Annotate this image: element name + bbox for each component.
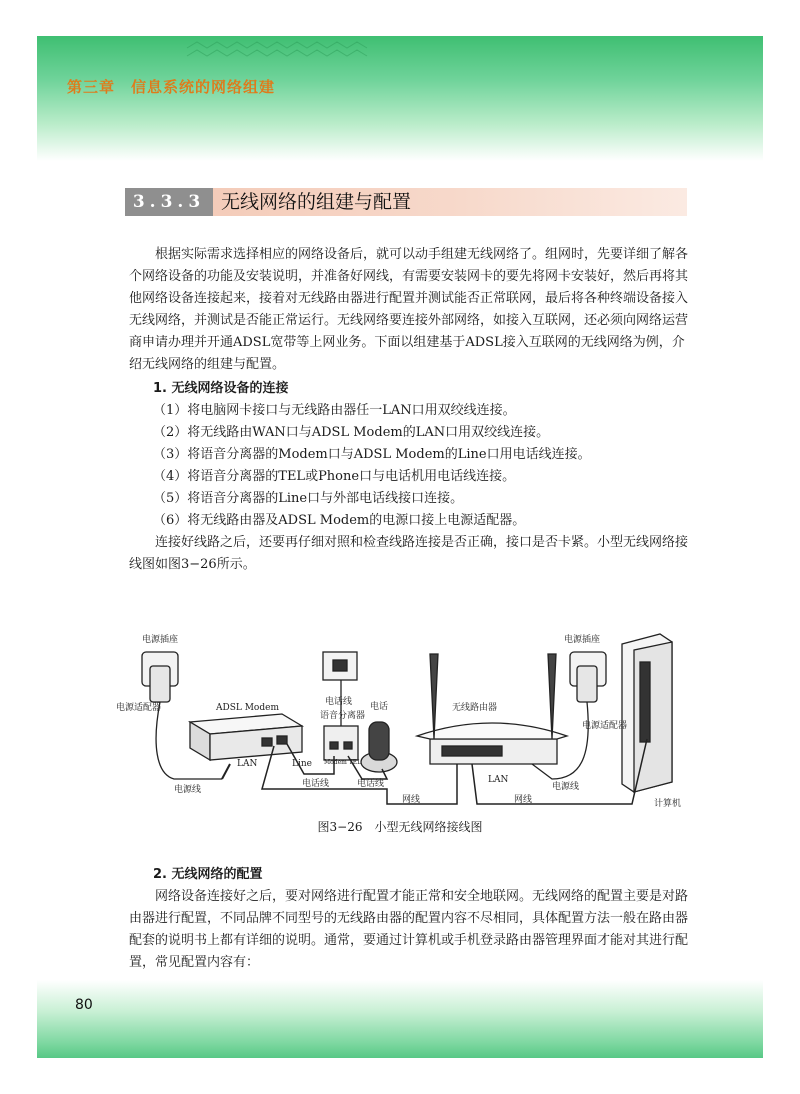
label-phone: 电话 bbox=[370, 702, 389, 712]
textbook-page bbox=[37, 36, 763, 1058]
label-line-port: Line bbox=[292, 759, 312, 769]
section-number: 3.3.3 bbox=[125, 188, 213, 216]
router-antenna-right-icon bbox=[548, 654, 556, 739]
chapter-header-band bbox=[37, 36, 763, 161]
page-number: 80 bbox=[75, 997, 93, 1013]
label-splitter-ports: Modem TEL bbox=[324, 759, 362, 766]
power-adapter-left-icon bbox=[150, 666, 170, 702]
label-phone-line: 电话线 bbox=[325, 697, 353, 707]
subsection-1-title: 1. 无线网络设备的连接 bbox=[153, 381, 289, 396]
footer-band bbox=[37, 980, 763, 1058]
label-power-cord-right: 电源线 bbox=[552, 782, 580, 792]
label-outlet-right: 电源插座 bbox=[564, 635, 601, 645]
after-steps-paragraph: 连接好线路之后，还要再仔细对照和检查线路连接是否正确，接口是否卡紧。小型无线网络接线图如图3−26所示。 bbox=[129, 535, 689, 572]
label-router: 无线路由器 bbox=[452, 703, 498, 713]
figure-caption: 图3−26 小型无线网络接线图 bbox=[317, 820, 483, 834]
step-1: （1）将电脑网卡接口与无线路由器任一LAN口用双绞线连接。 bbox=[153, 403, 516, 418]
label-lan-right: LAN bbox=[488, 775, 509, 785]
power-adapter-right-icon bbox=[577, 666, 597, 702]
step-3: （3）将语音分离器的Modem口与ADSL Modem的Line口用电话线连接。 bbox=[153, 447, 591, 462]
label-lan-left: LAN bbox=[237, 759, 258, 769]
label-net-cable-1: 网线 bbox=[402, 795, 421, 805]
label-net-cable-2: 网线 bbox=[514, 795, 533, 805]
label-modem: ADSL Modem bbox=[216, 703, 279, 713]
label-adapter-right: 电源适配器 bbox=[582, 721, 628, 731]
chapter-title: 第三章 信息系统的网络组建 bbox=[67, 78, 276, 96]
label-tel-cord-2: 电话线 bbox=[357, 779, 385, 789]
label-power-cord-left: 电源线 bbox=[174, 785, 202, 795]
router-antenna-left-icon bbox=[430, 654, 438, 739]
intro-paragraph: 根据实际需求选择相应的网络设备后，就可以动手组建无线网络了。组网时，先要详细了解各个网络设备的功能及安装说明，并准备好网线，有需要安装网卡的要先将网卡安装好，然后再将其他网络设备连接起来，接着对无线路由器进行配置并测试能否正常联网，最后将各种终端设备接入无线网络，并测试是否能正常运行。无线网络要连接外部网络，如接入互联网，还必须向网络运营商申请办理并开通ADSL宽带等上网业务。下面以组建基于ADSL接入互联网的无线网络为例，介绍无线网络的组建与配置。 bbox=[129, 247, 689, 372]
label-adapter-left: 电源适配器 bbox=[116, 703, 162, 713]
voice-splitter-icon bbox=[324, 726, 358, 760]
wireless-network-diagram bbox=[112, 614, 702, 814]
label-outlet-left: 电源插座 bbox=[142, 635, 179, 645]
step-4: （4）将语音分离器的TEL或Phone口与电话机用电话线连接。 bbox=[153, 469, 516, 484]
config-paragraph: 网络设备连接好之后，要对网络进行配置才能正常和安全地联网。无线网络的配置主要是对路由器进行配置，不同品牌不同型号的无线路由器的配置内容不尽相同，具体配置方法一般在路由器配套的说明书上都有详细的说明。通常，要通过计算机或手机登录路由器管理界面才能对其进行配置，常见配置内容有： bbox=[129, 889, 689, 970]
section-title: 无线网络的组建与配置 bbox=[221, 191, 412, 213]
step-5: （5）将语音分离器的Line口与外部电话线接口连接。 bbox=[153, 491, 464, 506]
label-splitter: 语音分离器 bbox=[320, 711, 366, 721]
subsection-2-title: 2. 无线网络的配置 bbox=[153, 867, 263, 882]
label-computer: 计算机 bbox=[654, 799, 682, 809]
step-2: （2）将无线路由WAN口与ADSL Modem的LAN口用双绞线连接。 bbox=[153, 425, 550, 440]
label-tel-cord-1: 电话线 bbox=[302, 779, 330, 789]
step-6: （6）将无线路由器及ADSL Modem的电源口接上电源适配器。 bbox=[153, 513, 526, 528]
